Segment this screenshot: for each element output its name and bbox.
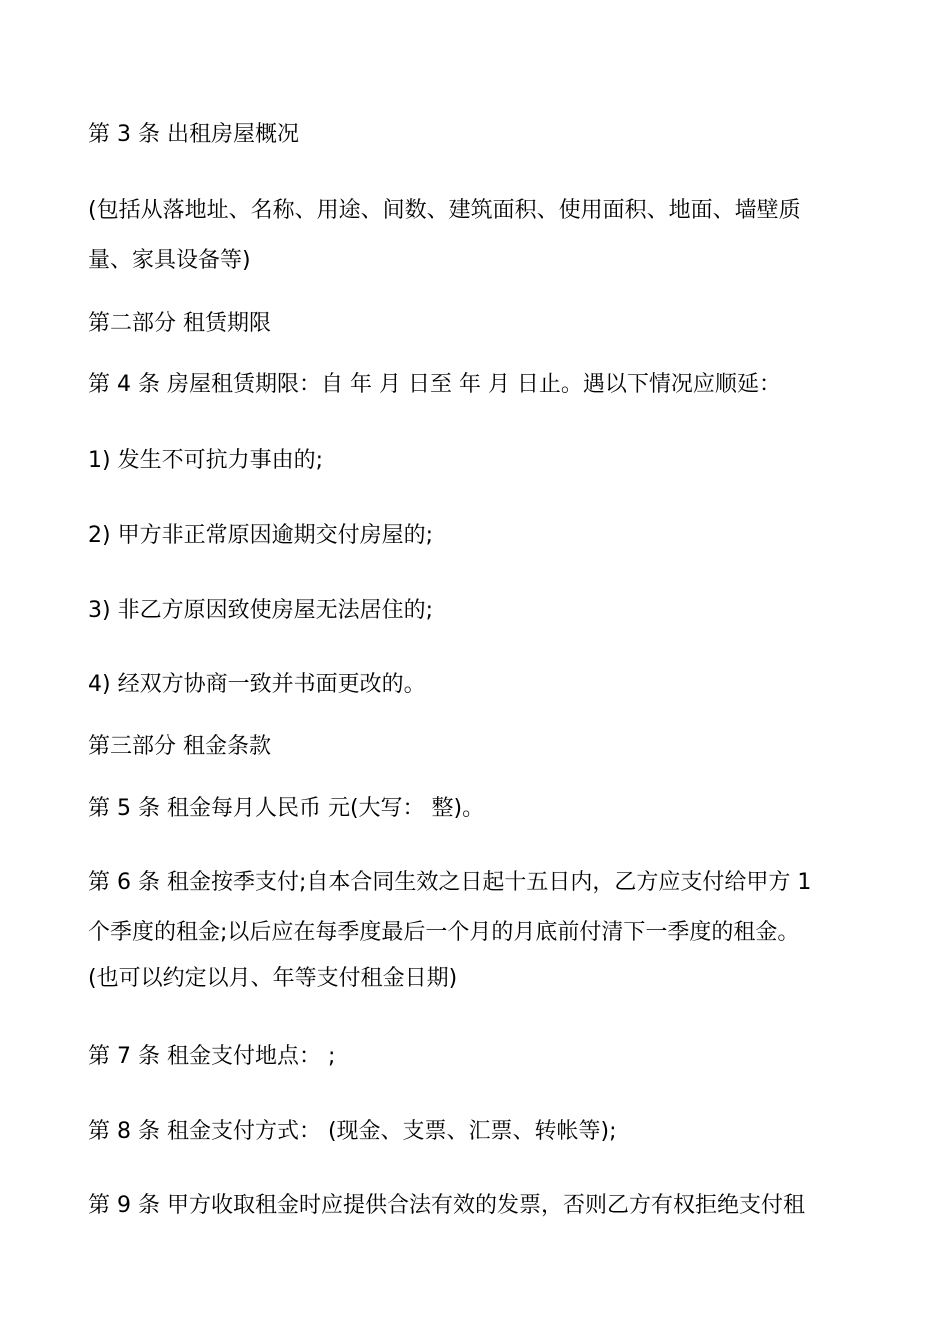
paragraph-article-5 — [88, 796, 868, 822]
paragraph-article-6 — [88, 870, 868, 992]
text-line: 第 6 条 租金按季支付;自本合同生效之日起十五日内，乙方应支付给甲方 1 — [88, 870, 812, 895]
text-line: 4) 经双方协商一致并书面更改的。 — [88, 672, 426, 697]
paragraph-article-7 — [88, 1044, 868, 1070]
text-line: 3) 非乙方原因致使房屋无法居住的; — [88, 598, 433, 623]
paragraph-article-3 — [88, 122, 868, 148]
text-line: (包括从落地址、名称、用途、间数、建筑面积、使用面积、地面、墙壁质 — [88, 198, 801, 223]
paragraph-article-3-note — [88, 198, 868, 274]
paragraph-article-9 — [88, 1193, 868, 1219]
text-line: 1) 发生不可抗力事由的; — [88, 448, 323, 473]
text-line: 第三部分 租金条款 — [88, 734, 271, 759]
text-line: 第 5 条 租金每月人民币 元(大写： 整)。 — [88, 796, 485, 821]
paragraph-part-3-heading — [88, 734, 868, 760]
text-line: 第 3 条 出租房屋概况 — [88, 122, 299, 147]
list-item-3 — [88, 598, 868, 624]
text-line: 量、家具设备等) — [88, 248, 251, 273]
text-line: 2) 甲方非正常原因逾期交付房屋的; — [88, 523, 433, 548]
text-line: 第 9 条 甲方收取租金时应提供合法有效的发票，否则乙方有权拒绝支付租 — [88, 1193, 805, 1218]
list-item-1 — [88, 448, 868, 474]
paragraph-part-2-heading — [88, 311, 868, 337]
list-item-4 — [88, 672, 868, 698]
list-item-2 — [88, 523, 868, 549]
text-line: 第 4 条 房屋租赁期限：自 年 月 日至 年 月 日止。遇以下情况应顺延： — [88, 372, 781, 397]
paragraph-article-4 — [88, 372, 868, 398]
text-line: (也可以约定以月、年等支付租金日期) — [88, 966, 458, 991]
paragraph-article-8 — [88, 1119, 868, 1145]
text-line: 第 7 条 租金支付地点： ; — [88, 1044, 336, 1069]
text-line: 第二部分 租赁期限 — [88, 311, 271, 336]
text-line: 第 8 条 租金支付方式： (现金、支票、汇票、转帐等); — [88, 1119, 617, 1144]
text-line: 个季度的租金;以后应在每季度最后一个月的月底前付清下一季度的租金。 — [88, 920, 800, 945]
